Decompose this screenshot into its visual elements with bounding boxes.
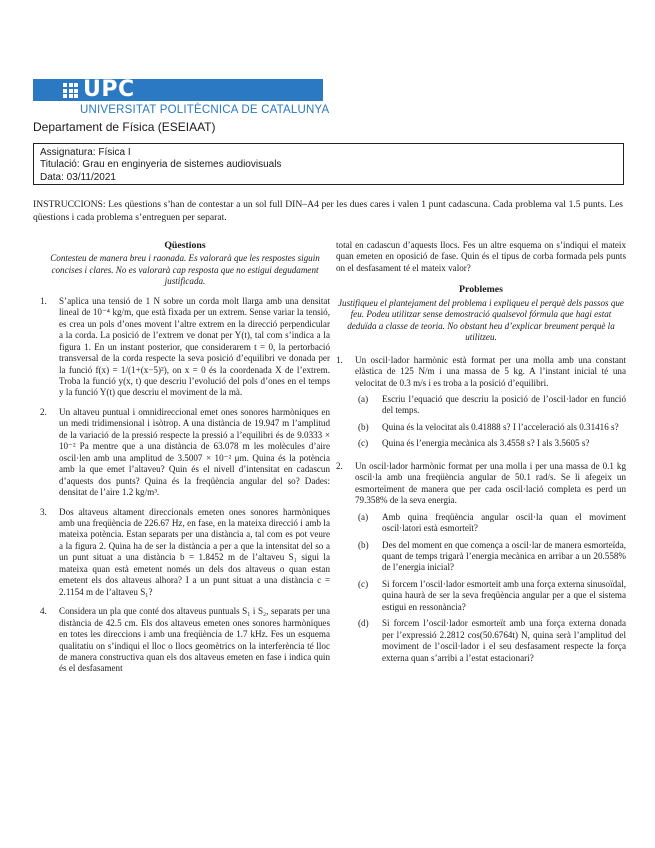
university-name: UNIVERSITAT POLITÈCNICA DE CATALUNYA: [80, 104, 330, 116]
sub-text: Escriu l’equació que descriu la posició de l’oscil·lador en funció del temps.: [382, 393, 626, 416]
sub-text: Quina és l’energia mecànica als 3.4558 s? I als 3.5605 s?: [382, 438, 590, 449]
questions-column: [40, 240, 330, 675]
sub-question: [358, 438, 626, 449]
problem-item: [336, 461, 626, 664]
sub-label: (c): [358, 578, 369, 589]
upc-logo: [33, 77, 330, 119]
questions-title: Qüestions: [164, 240, 206, 251]
problem-number: 2.: [336, 460, 343, 471]
sub-question: [358, 540, 626, 574]
question-item: [40, 296, 330, 399]
sub-text: Amb quina freqüència angular oscil·la quan el moviment oscil·latori està esmorteït?: [382, 511, 626, 534]
upc-grid-icon: [63, 83, 78, 98]
sub-label: (c): [358, 438, 369, 449]
question-text: Considera un pla que conté dos altaveus puntuals S₁ i S₂, separats per una distància de 42.5 cm. Els dos altaveus emeten ones sonores harmòniques en totes les direccions i amb una freqüència de 1.7 kHz. Fes un esquema qualitatiu on s’indiqui el lloc o llocs geomètrics on la interferència té lloc de manera constructiva quan els dos altaveus emeten en fase i indica quin és el desfasament: [59, 606, 330, 674]
sub-label: (a): [358, 511, 369, 522]
sub-question: [358, 618, 626, 664]
logo-text: UPC: [83, 77, 135, 102]
sub-text: Si forcem l’oscil·lador esmorteït amb una força externa donada per l’expressió 2.2812 cos(50.6764t) N, quina serà l’amplitud del moviment de l’oscil·lador i el seu desfasament respecte la força externa quan s’arribi a l’estat estacionari?: [382, 618, 626, 663]
sub-label: (a): [358, 393, 369, 404]
problem-item: [336, 355, 626, 450]
question-4-continuation: total en cadascun d’aquests llocs. Fes un altre esquema on s’indiqui el mateix quan emeten en oposició de fase. Quin és el tipus de corba formada pels punts on el desfasament té el mateix valor?: [336, 240, 626, 273]
question-number: 1.: [40, 295, 47, 306]
sub-question: [358, 394, 626, 417]
sub-question: [358, 422, 626, 433]
question-text: Dos altaveus altament direccionals emeten ones sonores harmòniques amb una freqüència de 226.67 Hz, en fase, en la mateixa direcció i amb la mateixa potència. Estan separats per una distància a, tal com es pot veure a la figura 2. Quina ha de ser la distància a per a que la intensitat del so a un punt situat a una distància b = 1.8452 m de l’altaveu S₁ sigui la mateixa quan està emetent només un dels dos altaveus o quan estan emetent els dos altaveus alhora? I a un punt situat a una distància c = 2.1154 m de l’altaveu S₁?: [59, 506, 330, 597]
question-number: 3.: [40, 506, 47, 517]
problem-text: Un oscil·lador harmònic format per una molla i per una massa de 0.1 kg oscil·la amb una freqüència angular de 50.1 rad/s. Se li afegeix un esmorteïment de manera que per cada oscil·lació completa es perd un 79.358% de la seva energia.: [355, 460, 626, 506]
date-line: Data: 03/11/2021: [40, 171, 116, 183]
question-item: [40, 606, 330, 675]
question-item: [40, 407, 330, 499]
question-text: S’aplica una tensió de 1 N sobre un corda molt llarga amb una densitat lineal de 10⁻⁴ kg/m, que està fixada per un extrem. Sense variar la tensió, es crea un pols d’ones movent l’altre extrem en la direcció perpendicular a la corda. La posició de l’extrem ve donat per Y(t), tal com s’indica a la figura 1. En un instant posterior, que considerarem t = 0, la pertorbació transversal de la corda respecte la seva posició d’equilibri ve donada per la funció f(x) = 1/(1+(x−5)²), on x = 0 és la coordenada X de l’extrem. Troba la funció y(x, t) que descriu l’evolució del pols d’ones en el temps y la funció Y(t) que descriu el moviment de la mà.: [59, 295, 330, 398]
sub-text: Quina és la velocitat als 0.41888 s? I l’acceleració als 0.31416 s?: [382, 421, 619, 432]
department-name: Departament de Física (ESEIAAT): [33, 120, 216, 134]
problem-text: Un oscil·lador harmònic està format per una molla amb una constant elàstica de 125 N/m i una massa de 5 kg. A l’instant inicial té una velocitat de 0.3 m/s i es troba a la posició d’equilibri.: [355, 354, 626, 388]
problem-number: 1.: [336, 354, 343, 365]
sub-question: [358, 512, 626, 535]
sub-text: Si forcem l’oscil·lador esmorteït amb una força externa sinusoïdal, quina haurà de ser la seva freqüència angular per a que el sistema estigui en ressonància?: [382, 578, 626, 612]
exam-info-box: [33, 143, 624, 185]
instructions: INSTRUCCIONS: Les qüestions s’han de contestar a un sol full DIN–A4 per les dues cares i valen 1 punt cadascuna. Cada problema val 1.5 punts. Les qüestions i cada problema s’entreguen per separat.: [33, 199, 623, 223]
sub-label: (d): [358, 618, 369, 629]
sub-label: (b): [358, 539, 369, 550]
question-number: 2.: [40, 406, 47, 417]
sub-text: Des del moment en que comença a oscil·lar de manera esmorteïda, quant de temps trigarà l’energia mecànica en arribar a un 20.558% de l’energia inicial?: [382, 539, 626, 573]
problems-column: [336, 240, 626, 664]
question-number: 4.: [40, 606, 47, 617]
question-text: Un altaveu puntual i omnidireccional emet ones sonores harmòniques en un medi tridimensional i isòtrop. A una distància de 19.947 m l’amplitud de la variació de la pressió respecte la pressió a l’equilibri és de 9.0333 × 10⁻² Pa mentre que a una distància de 63.078 m les molècules d’aire oscil·len amb una amplitud de 3.5007 × 10⁻² μm. Quina és la potència amb la que emet l’altaveu? Quin és el nivell d’intensitat en cadascun d’aquests dos punts? Quina és la freqüència angular del so? Dades: densitat de l’aire 1.2 kg/m³.: [59, 406, 330, 498]
problems-title: Problemes: [459, 284, 503, 296]
degree-line: Titulació: Grau en enginyeria de sistemes audiovisuals: [40, 159, 282, 171]
sub-question: [358, 579, 626, 613]
problems-note: Justifiqueu el plantejament del problema i expliqueu el perquè dels passos que feu. Podeu utilitzar sense demostració qualsevol fórmula que hagi estat deduïda a classe de teoria. No obstant heu d’explicar breument perquè la utilitzeu.: [338, 297, 624, 343]
sub-label: (b): [358, 421, 369, 432]
question-item: [40, 507, 330, 599]
questions-note: Contesteu de manera breu i raonada. Es valorarà que les respostes siguin concises i clares. No es valorarà cap resposta que no estigui degudament justificada.: [50, 253, 320, 287]
subject-line: Assignatura: Física I: [40, 147, 131, 158]
